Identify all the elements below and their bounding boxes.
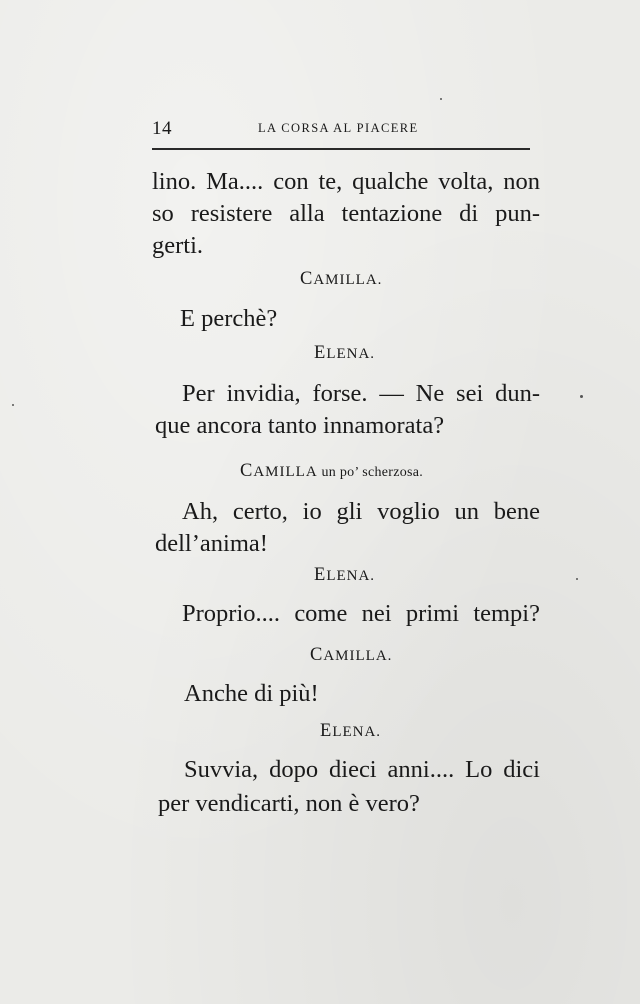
speaker-name: LENA. [332,724,382,740]
speaker-label [300,270,382,289]
speaker-initial: C [300,269,314,289]
text-line: Ah, certo, io gli voglio un bene [182,498,540,525]
paper-speck [576,578,578,580]
paper-speck [440,98,442,100]
page-number: 14 [152,118,172,139]
speaker-initial: E [314,565,327,585]
paper-speck [12,404,14,406]
text-line: Per invidia, forse. — Ne sei dun- [182,380,540,407]
speaker-name: AMILLA. [323,648,393,664]
speaker-initial: E [320,721,333,741]
text-line: Proprio.... come nei primi tempi? [182,600,540,627]
text-line: so resistere alla tentazione di pun- [152,200,540,227]
speaker-label [310,646,392,665]
running-title: LA CORSA AL PIACERE [258,121,419,135]
text-line: gerti. [152,232,204,259]
speaker-name: LENA. [326,568,376,584]
speaker-initial: E [314,343,327,363]
header-rule [152,148,530,150]
text-line: per vendicarti, non è vero? [158,790,420,817]
speaker-name: AMILLA [253,464,318,480]
speaker-name: LENA. [326,346,376,362]
paper-speck [580,395,583,398]
speaker-name: AMILLA. [313,272,383,288]
speaker-label [314,344,375,363]
text-line: que ancora tanto innamorata? [155,412,445,439]
speaker-label [240,462,423,482]
stage-direction: un po’ scherzosa. [317,465,424,480]
text-line: Anche di più! [184,680,319,707]
speaker-initial: C [310,645,324,665]
speaker-label [314,566,375,585]
speaker-initial: C [240,461,254,481]
text-line: Suvvia, dopo dieci anni.... Lo dici [184,756,540,783]
speaker-label [320,722,381,741]
text-line: dell’anima! [155,530,268,557]
text-line: E perchè? [180,305,278,332]
text-line: lino. Ma.... con te, qualche volta, non [152,168,540,195]
